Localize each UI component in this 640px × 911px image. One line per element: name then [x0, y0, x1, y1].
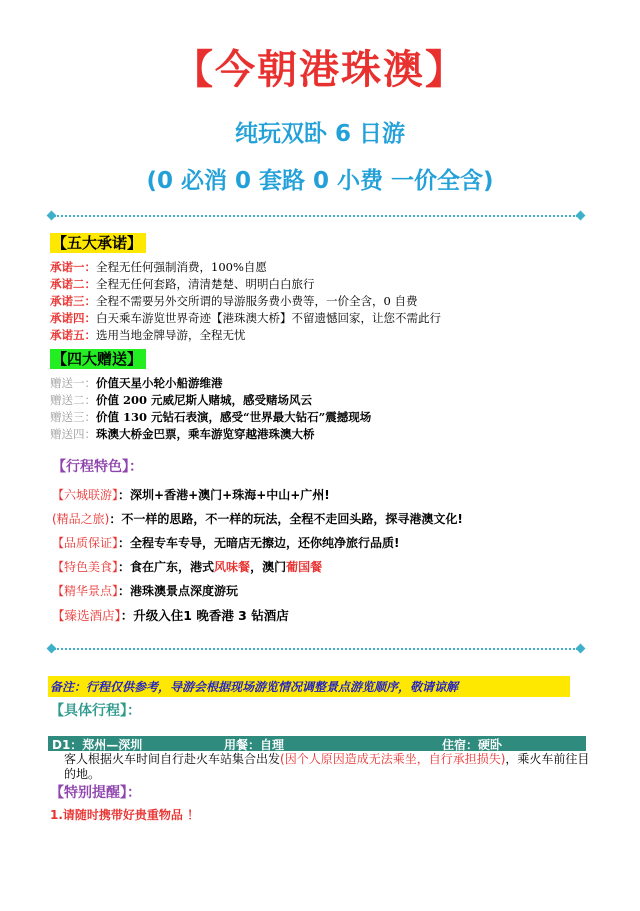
feature-text-pre: 食在广东，港式 — [130, 560, 215, 574]
feature-text-highlight: 风味餐 — [214, 560, 251, 574]
gifts-heading-label: 【四大赠送】 — [50, 349, 146, 369]
day1-desc-text: 客人根据火车时间自行赴火车站集合出发 — [64, 752, 281, 766]
day1-header-band — [48, 736, 586, 751]
feature-sep: ： — [118, 488, 131, 502]
feature-item — [52, 606, 289, 624]
tagline: (0 必消 0 套路 0 小费 一价全含) — [146, 168, 494, 194]
promise-text: 白天乘车游览世界奇迹【港珠澳大桥】不留遗憾回家，让您不需此行 — [96, 311, 441, 325]
promise-key: 承诺二： — [50, 277, 96, 291]
feature-sep: ： — [118, 536, 131, 550]
gift-text: 价值 200 元威尼斯人赌城，感受赌场风云 — [96, 393, 313, 407]
promise-item — [50, 327, 441, 344]
promise-key: 承诺一： — [50, 260, 96, 274]
gift-key: 赠送二： — [50, 393, 96, 407]
middle-divider — [48, 643, 584, 655]
feature-key: 【特色美食】 — [52, 560, 119, 574]
feature-text: 港珠澳景点深度游玩 — [130, 584, 239, 598]
gift-item — [50, 426, 371, 443]
feature-text: 深圳+香港+澳门+珠海+中山+广州! — [130, 488, 330, 502]
top-divider — [48, 210, 584, 222]
page-title: 【今朝港珠澳】 — [173, 47, 467, 93]
gift-key: 赠送四： — [50, 427, 96, 441]
promise-key: 承诺五： — [50, 328, 96, 342]
feature-item — [52, 486, 330, 503]
feature-sep: ： — [118, 584, 131, 598]
promise-key: 承诺四： — [50, 311, 96, 325]
gift-item — [50, 375, 371, 392]
gift-item — [50, 409, 371, 426]
gift-key: 赠送一： — [50, 376, 96, 390]
day1-description — [64, 752, 594, 782]
feature-text: 升级入住1 晚香港 3 钻酒店 — [133, 608, 289, 623]
promise-text: 全程不需要另外交所谓的导游服务费小费等，一价全含，0 自费 — [96, 294, 418, 308]
gift-item — [50, 392, 371, 409]
feature-item — [52, 510, 463, 527]
feature-key: 【六城联游】 — [52, 488, 119, 502]
feature-text: 全程专车专导，无暗店无擦边，还你纯净旅行品质! — [130, 536, 400, 550]
gifts-heading — [50, 348, 146, 369]
reminder-item: 1.请随时携带好贵重物品 ！ — [50, 808, 200, 822]
reminder-heading: 【特别提醒】： — [50, 785, 141, 801]
promises-heading-label: 【五大承诺】 — [50, 233, 146, 253]
day1-route: D1：郑州—深圳 — [52, 738, 143, 752]
promise-item — [50, 310, 441, 327]
feature-text-highlight: 葡国餐 — [286, 560, 323, 574]
features-heading: 【行程特色】： — [52, 459, 143, 475]
gift-text: 价值 130 元钻石表演，感受“世界最大钻石”震撼现场 — [96, 410, 372, 424]
day1-desc-warning: (因个人原因造成无法乘坐，自行承担损失) — [280, 752, 506, 766]
day1-stay: 住宿：硬卧 — [442, 738, 503, 752]
itinerary-note: 备注：行程仅供参考，导游会根据现场游览情况调整景点游览顺序，敬请谅解 — [48, 676, 570, 697]
feature-text-mid: ，澳门 — [250, 560, 287, 574]
feature-sep: ： — [120, 608, 134, 623]
gift-key: 赠送三： — [50, 410, 96, 424]
feature-key: (精品之旅) — [52, 512, 110, 526]
promise-text: 选用当地金牌导游，全程无忧 — [96, 328, 246, 342]
feature-key: 【品质保证】 — [52, 536, 119, 550]
subtitle: 纯玩双卧 6 日游 — [234, 121, 406, 147]
promises-heading — [50, 232, 146, 253]
gift-text: 珠澳大桥金巴票，乘车游览穿越港珠澳大桥 — [96, 427, 315, 441]
promise-key: 承诺三： — [50, 294, 96, 308]
feature-item — [52, 534, 400, 551]
feature-item — [52, 558, 322, 575]
itinerary-heading: 【具体行程】： — [50, 703, 141, 719]
feature-key: 【臻选酒店】 — [52, 608, 121, 623]
promise-item — [50, 293, 441, 310]
feature-sep: ： — [109, 512, 122, 526]
promise-text: 全程无任何套路，清清楚楚、明明白白旅行 — [96, 277, 315, 291]
gift-list — [50, 375, 371, 443]
day1-meal: 用餐：自理 — [224, 738, 285, 752]
promise-text: 全程无任何强制消费，100%自愿 — [96, 260, 267, 274]
feature-text: 不一样的思路，不一样的玩法，全程不走回头路，探寻港澳文化! — [121, 512, 463, 526]
gift-text: 价值天星小轮小船游维港 — [96, 376, 223, 390]
day1-desc-text-end: ，乘火车前往目的地。 — [64, 752, 590, 781]
promise-list — [50, 259, 441, 344]
promise-item — [50, 259, 441, 276]
feature-sep: ： — [118, 560, 131, 574]
promise-item — [50, 276, 441, 293]
feature-key: 【精华景点】 — [52, 584, 119, 598]
feature-item — [52, 582, 238, 599]
